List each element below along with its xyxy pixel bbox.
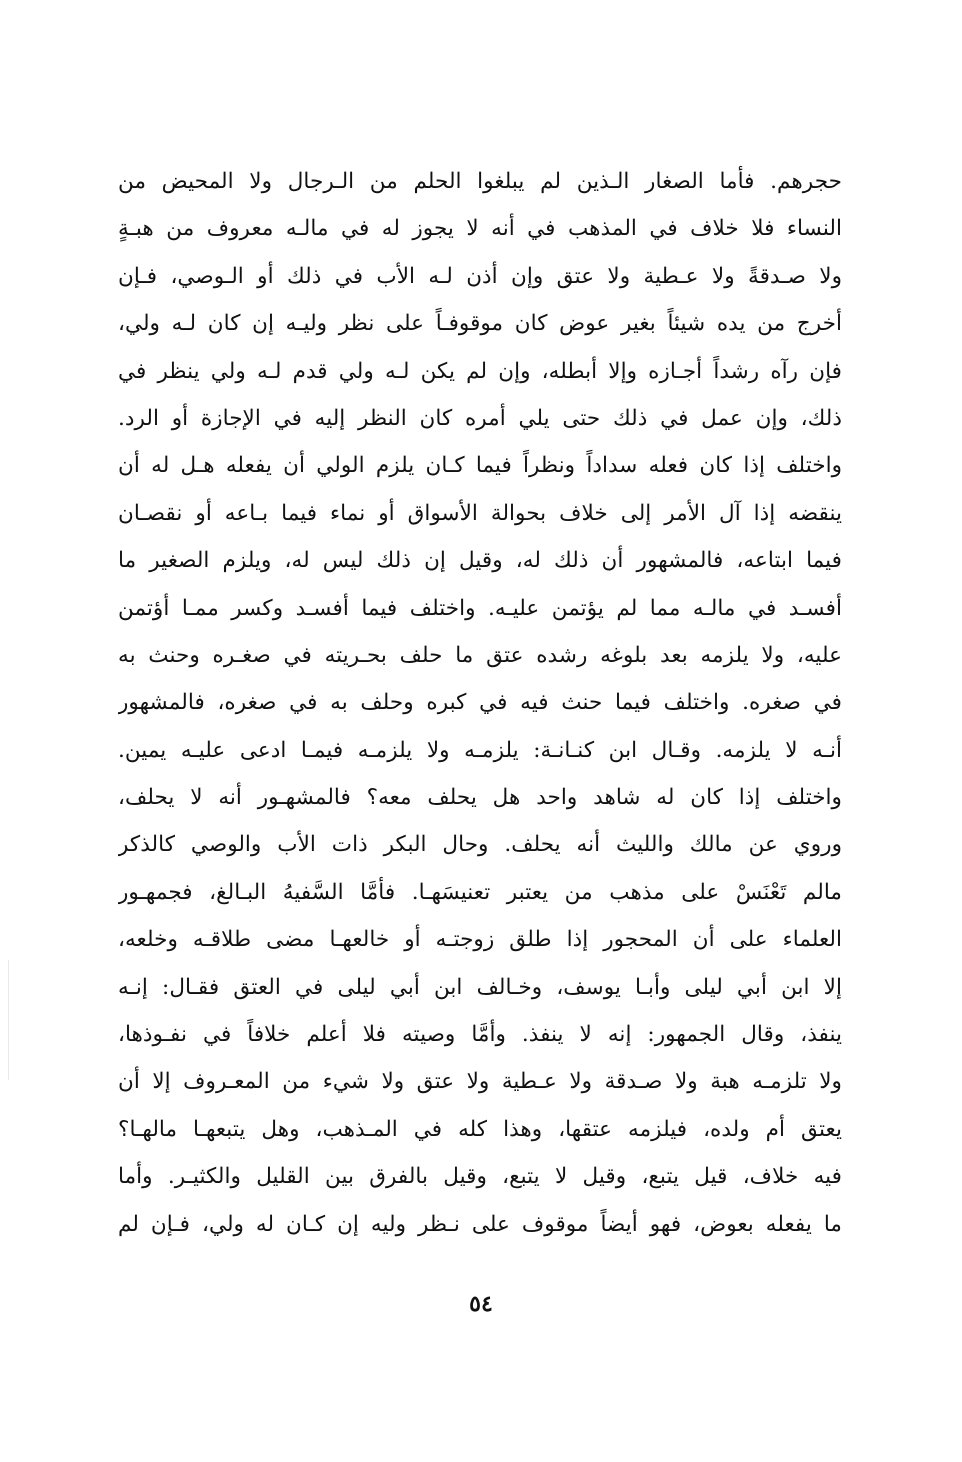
- text-line: فيه خلاف، قيل يتبع، وقيل لا يتبع، وقيل بالفرق بين القليل والكثيـر. وأما: [118, 1164, 842, 1190]
- text-line: عليه، ولا يلزمه بعد بلوغه رشده عتق ما حلف بحـريته في صغـره وحنث به: [118, 642, 842, 668]
- page-edge-mark: [8, 960, 9, 1080]
- text-line: يعتق أم ولده، فيلزمه عتقها، وهذا كله في المـذهب، وهل يتبعهـا مالهـا؟: [118, 1116, 842, 1142]
- text-line: أفسـد في مالـه مما لم يؤتمن عليـه. واختلف فيما أفسـد وكسر ممـا أؤتمن: [118, 595, 842, 621]
- page-number: ٥٤: [469, 1291, 493, 1317]
- text-line: في صغره. واختلف فيما حنث فيه في كبره وحلف به في صغره، فالمشهور: [118, 690, 842, 716]
- text-line: حجرهم. فأما الصغار الـذين لم يبلغوا الحلم من الـرجال ولا المحيض من: [118, 169, 842, 194]
- text-line: ما يفعله بعوض، فهو أيضاً موقوف على نـظر وليه إن كـان له ولي، فـإن لم: [118, 1211, 842, 1237]
- text-line: وروي عن مالك والليث أنه يحلف. وحال البكر ذات الأب والوصي كالذكر: [118, 832, 842, 858]
- text-line: النساء فلا خلاف في المذهب في أنه لا يجوز له في مالـه معروف من هبـةٍ: [118, 216, 842, 242]
- text-line: أنـه لا يلزمه. وقـال ابن كنـانـة: يلزمـه ولا يلزمـه فيمـا ادعى عليـه يمين.: [118, 737, 842, 763]
- text-line: واختلف إذا كان فعله سداداً ونظراً فيما كـان يلزم الولي أن يفعله هـل له أن: [118, 453, 842, 479]
- text-line: ولا صـدقةً ولا عـطية ولا عتق وإن أذن لـه الأب في ذلك أو الـوصي، فـإن: [118, 263, 842, 289]
- text-line: إلا ابن أبي ليلى وأبـا يوسف، وخـالف ابن أبي ليلى في العتق فقـال: إنـه: [118, 974, 842, 1000]
- text-line: أخرج من يده شيئاً بغير عوض كان موقوفـاً على نظر وليـه إن كان لـه ولي،: [118, 311, 842, 337]
- body-text: [118, 158, 842, 1248]
- text-line: فيما ابتاعه، فالمشهور أن ذلك له، وقيل إن ذلك ليس له، ويلزم الصغير ما: [118, 548, 842, 574]
- text-line: العلماء على أن المحجور إذا طلق زوجتـه أو خالعهـا مضى طلاقـه وخلعه،: [118, 927, 842, 953]
- text-line: فإن رآه رشداً أجـازه وإلا أبطله، وإن لم يكن لـه ولي قدم لـه ولي ينظر في: [118, 358, 842, 384]
- text-line: واختلف إذا كان له شاهد واحد هل يحلف معه؟ فالمشهـور أنه لا يحلف،: [118, 785, 842, 811]
- text-line: ولا تلزمـه هبة ولا صـدقة ولا عـطية ولا عتق ولا شيء من المعـروف إلا أن: [118, 1069, 842, 1095]
- text-line: ذلك، وإن عمل في ذلك حتى يلي أمره كان النظر إليه في الإجازة أو الرد.: [118, 405, 842, 431]
- text-line: ينقضه إذا آل الأمر إلى خلاف بحوالة الأسواق أو نماء فيما بـاعه أو نقصـان: [118, 500, 842, 526]
- text-line: ينفذ، وقال الجمهور: إنه لا ينفذ. وأمَّا وصيته فلا أعلم خلافاً في نفـوذها،: [118, 1022, 842, 1048]
- text-line: مالم تَعْنَسْ على مذهب من يعتبر تعنيسَهـا. فأمَّا السَّفيهُ البـالغ، فجمهـور: [118, 879, 842, 905]
